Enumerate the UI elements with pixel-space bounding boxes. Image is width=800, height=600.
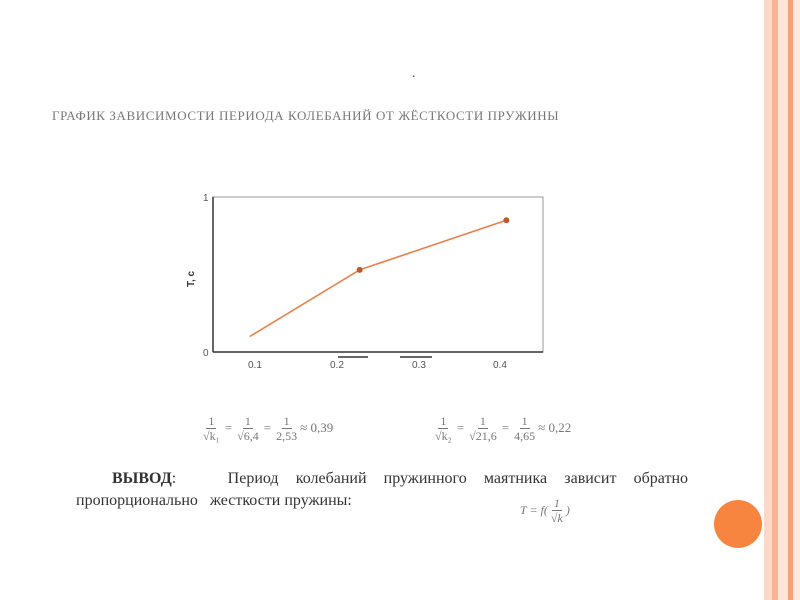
numerator: 1 xyxy=(283,414,290,428)
formula-result: ≈ 0,22 xyxy=(538,419,572,435)
conclusion xyxy=(76,468,688,512)
operator: = xyxy=(456,419,465,435)
denominator: √k₂ xyxy=(435,429,452,443)
slide-dot: . xyxy=(412,66,416,81)
conclusion-keyword: ВЫВОД xyxy=(112,470,172,487)
y-axis-label: T, c xyxy=(186,270,197,287)
conclusion-colon: : xyxy=(171,470,177,487)
data-point xyxy=(503,217,509,223)
numerator: 1 xyxy=(440,414,447,428)
numerator: 1 xyxy=(244,414,251,428)
x-tick-label-1: 0.2 xyxy=(330,360,344,371)
data-point xyxy=(357,267,363,273)
fraction xyxy=(469,414,497,444)
operator: = xyxy=(263,419,272,435)
fraction xyxy=(237,414,259,444)
operator: = xyxy=(501,419,510,435)
fraction xyxy=(203,414,220,444)
denominator: √k xyxy=(550,511,563,525)
decorative-circle xyxy=(714,500,762,548)
denominator: √21,6 xyxy=(469,429,497,443)
fraction xyxy=(435,414,452,444)
x-tick-label-0: 0.1 xyxy=(248,360,262,371)
conclusion-line-1 xyxy=(76,468,688,490)
stripe xyxy=(764,0,772,600)
formula-2 xyxy=(432,414,571,444)
decorative-stripes xyxy=(764,0,800,600)
formula-lhs: T = f( xyxy=(520,502,548,517)
fraction xyxy=(514,414,535,444)
fraction xyxy=(276,414,297,444)
formula-1 xyxy=(200,414,333,444)
numerator: 1 xyxy=(479,414,486,428)
slide-title: ГРАФИК ЗАВИСИМОСТИ ПЕРИОДА КОЛЕБАНИЙ ОТ ЖЁСТКОСТИ ПРУЖИНЫ xyxy=(52,108,560,123)
stripe xyxy=(778,0,788,600)
y-tick-label-1: 1 xyxy=(203,193,209,204)
numerator: 1 xyxy=(521,414,528,428)
conclusion-formula xyxy=(520,496,570,526)
numerator: 1 xyxy=(553,496,560,510)
denominator: 2,53 xyxy=(276,429,298,443)
denominator: 4,65 xyxy=(514,429,536,443)
denominator: √6,4 xyxy=(237,429,259,443)
denominator: √k₁ xyxy=(203,429,220,443)
formula-result: ≈ 0,39 xyxy=(300,419,334,435)
chart xyxy=(150,180,570,380)
stripe xyxy=(793,0,800,600)
x-tick-label-2: 0.3 xyxy=(412,360,426,371)
conclusion-line-2: пропорционально жесткости пружины: xyxy=(76,492,352,509)
conclusion-text: Период колебаний пружинного маятника зависит обратно xyxy=(227,470,689,487)
formula-rhs: ) xyxy=(565,502,570,517)
numerator: 1 xyxy=(208,414,215,428)
x-tick-label-3: 0.4 xyxy=(493,360,507,371)
y-tick-label-0: 0 xyxy=(203,348,209,359)
fraction xyxy=(551,496,563,526)
operator: = xyxy=(224,419,233,435)
